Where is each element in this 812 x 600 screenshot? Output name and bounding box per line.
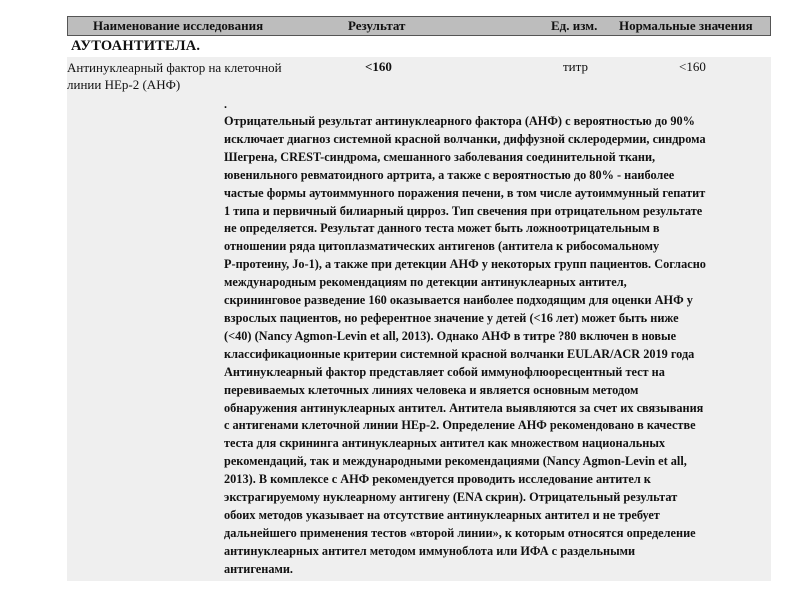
test-name-line: Антинуклеарный фактор на клеточной (67, 60, 282, 75)
comment-line: классификационные критерии системной красной волчанки EULAR/ACR 2019 года (224, 346, 695, 361)
comment-line: обоих методов указывает на отсутствие антинуклеарных антител и не требует (224, 507, 660, 522)
test-name-line: линии HEp-2 (АНФ) (67, 77, 181, 92)
comment-text (224, 113, 772, 579)
comment-line: Отрицательный результат антинуклеарного фактора (АНФ) с вероятностью до 90% (224, 114, 695, 128)
comment-line: рекомендаций, так и международными рекомендациями (Nancy Agmon-Levin et all, (224, 454, 687, 469)
comment-line: с антигенами клеточной линии HEp-2. Определение АНФ рекомендовано в качестве (224, 418, 696, 433)
comment-line: теста для скрининга антинуклеарных антител как множеством национальных (224, 436, 666, 451)
comment-line: экстрагируемому нуклеарному антигену (ENA скрин). Отрицательный результат (224, 490, 678, 505)
comment-line: не определяется. Результат данного теста может быть ложноотрицательным в (224, 221, 660, 236)
test-units: титр (563, 59, 588, 74)
test-result: <160 (365, 59, 392, 74)
comment-line: обнаружения антинуклеарных антител. Антитела выявляются за счет их связывания (224, 400, 704, 415)
test-name (67, 59, 317, 93)
comment-line: Антинуклеарный фактор представляет собой иммунофлюоресцентный тест на (224, 364, 665, 379)
comment-line: перевиваемых клеточных линиях человека и является основным методом (224, 382, 639, 397)
table-row (67, 57, 771, 581)
comment-line: скрининговое разведение 160 оказывается наиболее подходящим для оценки АНФ у (224, 293, 693, 308)
comment-line: дальнейшего применения тестов «второй линии», к которым относятся определение (224, 525, 696, 540)
comment-line: ювенильного ревматоидного артрита, а также с вероятностью до 80% - наиболее (224, 167, 675, 182)
header-result: Результат (348, 18, 406, 33)
comment-line: Р-протеину, Jo-1), а также при детекции АНФ у некоторых групп пациентов. Согласно (224, 257, 706, 272)
table-header (67, 16, 771, 36)
comment-line: (<40) (Nancy Agmon-Levin et all, 2013). Однако АНФ в титре ?80 включен в новые (224, 328, 677, 343)
comment-line: 2013). В комплексе с АНФ рекомендуется проводить исследование антител к (224, 472, 651, 487)
header-norm: Нормальные значения (619, 18, 753, 33)
comment-line: частые формы аутоиммунного поражения печени, в том числе аутоиммунный гепатит (224, 185, 706, 200)
section-title: АУТОАНТИТЕЛА. (71, 38, 201, 54)
test-norm: <160 (679, 59, 706, 74)
header-units: Ед. изм. (551, 18, 598, 33)
comment-line: 1 типа и первичный билиарный цирроз. Тип свечения при отрицательном результате (224, 203, 703, 218)
comment-line: антигенами. (224, 561, 294, 576)
comment-dot: . (224, 97, 227, 111)
comment-line: отношении ряда цитоплазматических антигенов (антитела к рибосомальному (224, 239, 660, 254)
comment-line: исключает диагноз системной красной волчанки, диффузной склеродермии, синдрома (224, 131, 706, 146)
comment-line: Шегрена, CREST-синдрома, смешанного заболевания соединительной ткани, (224, 149, 656, 164)
comment-line: антинуклеарных антител методом иммуноблота или ИФА с раздельными (224, 543, 636, 558)
comment-line: международным рекомендациям по детекции антинуклеарных антител, (224, 275, 627, 290)
comment-line: взрослых пациентов, но референтное значение у детей (<16 лет) может быть ниже (224, 310, 679, 325)
header-name: Наименование исследования (93, 18, 264, 33)
